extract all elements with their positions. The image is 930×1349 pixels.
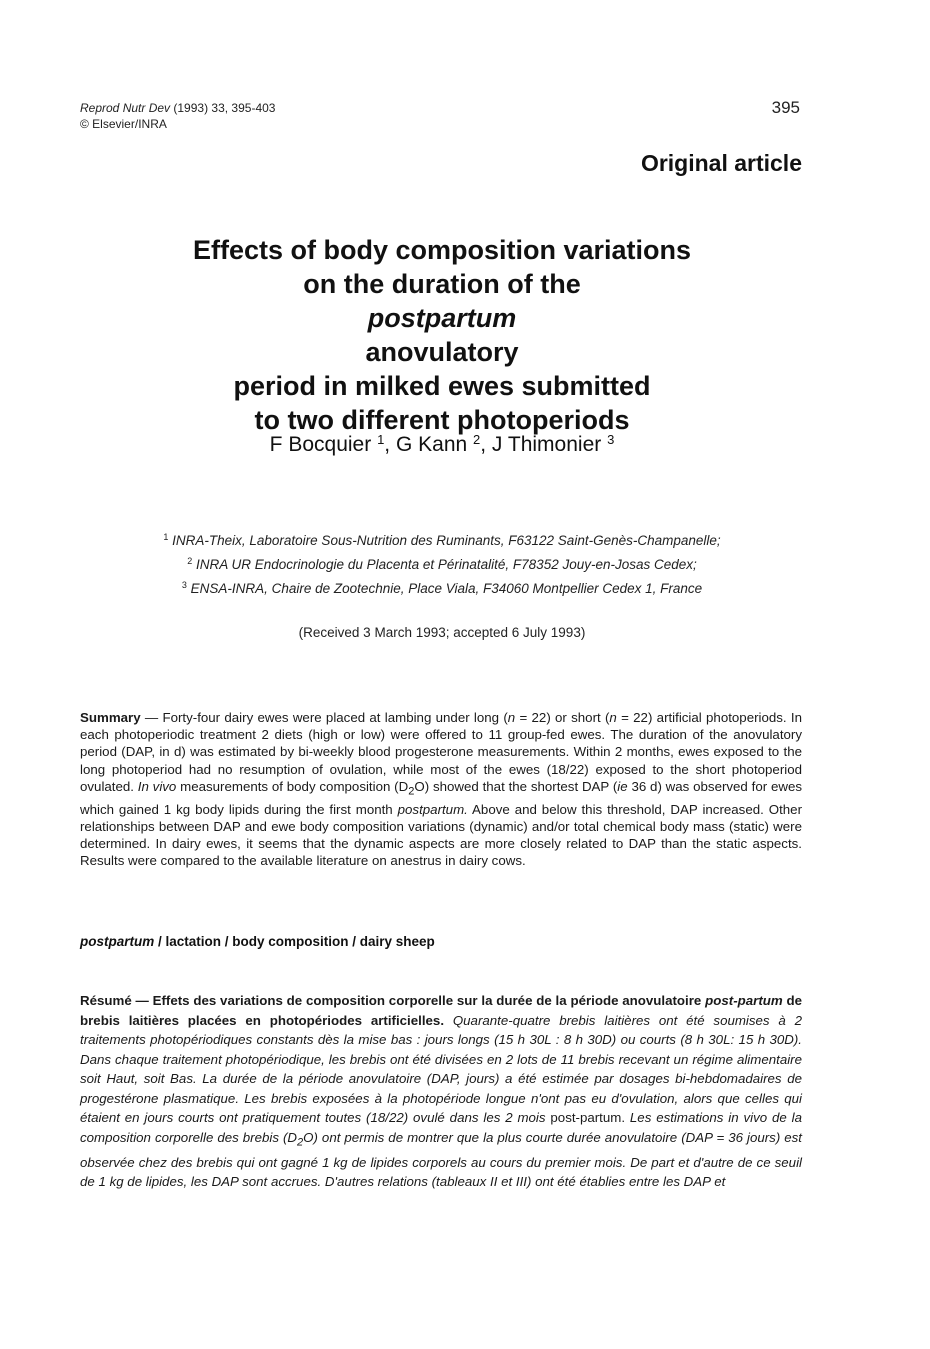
copyright-notice: © Elsevier/INRA <box>80 117 167 131</box>
summary-text-4: measurements of body composition (D <box>176 778 409 794</box>
title-line-1: Effects of body composition variations <box>192 235 692 265</box>
summary-subscript: 2 <box>408 785 415 798</box>
article-title <box>0 233 884 437</box>
author-2: , G Kann <box>384 433 474 456</box>
summary-text-5: O) showed that the shortest DAP ( <box>414 778 618 794</box>
journal-volume-pages: (1993) 33, 395-403 <box>173 101 276 115</box>
title-line-2-end: anovulatory <box>365 337 519 367</box>
journal-citation <box>80 100 275 132</box>
resume-heading-end: de brebis laitières placées en photopériodes artificielles. <box>80 993 802 1028</box>
summary-abstract <box>80 709 802 869</box>
author-2-affiliation-mark: 2 <box>473 432 481 447</box>
keyword-first: postpartum <box>80 934 155 949</box>
author-3-affiliation-mark: 3 <box>607 432 615 447</box>
keywords-rest: / lactation / body composition / dairy sheep <box>154 934 435 949</box>
resume-heading-start: Résumé — Effets des variations de composition corporelle sur la durée de la période anovulatoire <box>80 993 706 1008</box>
resume-abstract <box>80 991 802 1192</box>
affiliation-3 <box>0 575 884 599</box>
affiliation-3-text: ENSA-INRA, Chaire de Zootechnie, Place Viala, F34060 Montpellier Cedex 1, France <box>190 581 703 596</box>
affiliation-2-text: INRA UR Endocrinologie du Placenta et Périnatalité, F78352 Jouy-en-Josas Cedex; <box>196 557 697 572</box>
title-line-4: to two different photoperiods <box>254 405 630 435</box>
resume-postpartum: post-partum. <box>550 1110 626 1125</box>
summary-n-2: n <box>609 710 617 725</box>
summary-heading: Summary <box>80 710 141 725</box>
summary-postpartum: postpartum. <box>397 801 468 817</box>
affiliation-2 <box>0 551 884 575</box>
page-number: 395 <box>771 98 800 117</box>
author-list <box>0 432 884 457</box>
resume-subscript: 2 <box>297 1136 304 1149</box>
title-line-2 <box>0 267 884 369</box>
affiliation-1 <box>0 527 884 551</box>
keywords <box>80 934 435 949</box>
summary-n-1: n <box>507 710 516 725</box>
summary-text-6: 36 d) was observed for ewes which gained 1 kg body lipids during the first month <box>80 778 802 817</box>
title-line-3: period in milked ewes submitted <box>233 371 651 401</box>
resume-text-3: O) ont permis de montrer que la plus courte durée anovulatoire (DAP = 36 jours) est observée chez des brebis qui ont gagné 1 kg de lipides corporels au cours du premier mois. De part et d'autre de ce seuil de 1 kg de lipides, les DAP sont accrues. D'autres relations (tableaux II et III) ont été établies entre les DAP et <box>80 1129 802 1190</box>
title-line-2-start: on the duration of the <box>303 269 581 299</box>
affiliation-1-text: INRA-Theix, Laboratoire Sous-Nutrition des Ruminants, F63122 Saint-Genès-Champanelle; <box>172 533 721 548</box>
resume-text-2: Les estimations in vivo de la composition corporelle des brebis (D <box>80 1110 802 1145</box>
affiliation-3-number: 3 <box>181 580 187 590</box>
resume-heading-italic: post-partum <box>705 993 783 1008</box>
title-line-2-italic: postpartum <box>367 303 517 333</box>
affiliation-2-number: 2 <box>187 556 193 566</box>
affiliation-1-number: 1 <box>163 532 169 542</box>
received-dates: (Received 3 March 1993; accepted 6 July 1993) <box>298 625 586 640</box>
summary-text-3: = 22) artificial photoperiods. In each photoperiodic treatment 2 diets (high or low) were offered to 11 group-fed ewes. The duration of the anovulatory period (DAP, in d) was estimated by bi-weekly blood progesterone measurements. Within 2 months, ewes exposed to the long photoperiod had no resumption of ovulation, while most of the ewes (18/22) exposed to the short photoperiod ovulated. <box>80 710 802 794</box>
author-1: F Bocquier <box>269 433 378 456</box>
article-type: Original article <box>640 150 802 176</box>
affiliations <box>0 527 884 599</box>
author-1-affiliation-mark: 1 <box>377 432 385 447</box>
summary-text-1: — Forty-four dairy ewes were placed at lambing under long ( <box>140 710 508 725</box>
summary-ie: ie <box>617 778 628 794</box>
journal-name: Reprod Nutr Dev <box>80 101 171 115</box>
journal-reference <box>80 100 275 116</box>
author-3: , J Thimonier <box>480 433 608 456</box>
summary-in-vivo: In vivo <box>137 778 177 794</box>
resume-text-1: Quarante-quatre brebis laitières ont été soumises à 2 traitements photopériodiques constants dès la mise bas : jours longs (15 h 30L : 8 h 30D) ou courts (8 h 30L: 15 h 30D). Dans chaque traitement photopériodique, les brebis ont été divisées en 2 lots de 11 brebis recevant un régime alimentaire soit Haut, soit Bas. La durée de la période anovulatoire (DAP, jours) a été estimée par dosages bi-hebdomadaires de progestérone plasmatique. Les brebis exposées à la photopériode longue n'ont pas eu d'ovulation, alors que celles qui étaient en jours courts ont pratiquement toutes (18/22) ovulé dans les 2 mois <box>80 1012 802 1125</box>
summary-text-2: = 22) or short ( <box>515 710 610 725</box>
summary-text-7: Above and below this threshold, DAP increased. Other relationships between DAP and ewe body composition variations (dynamic) and/or total chemical body mass (static) were determined. In dairy ewes, it seems that the dynamic aspects are more closely related to DAP than the static aspects. Results were compared to the available literature on anestrus in dairy cows. <box>80 801 802 869</box>
